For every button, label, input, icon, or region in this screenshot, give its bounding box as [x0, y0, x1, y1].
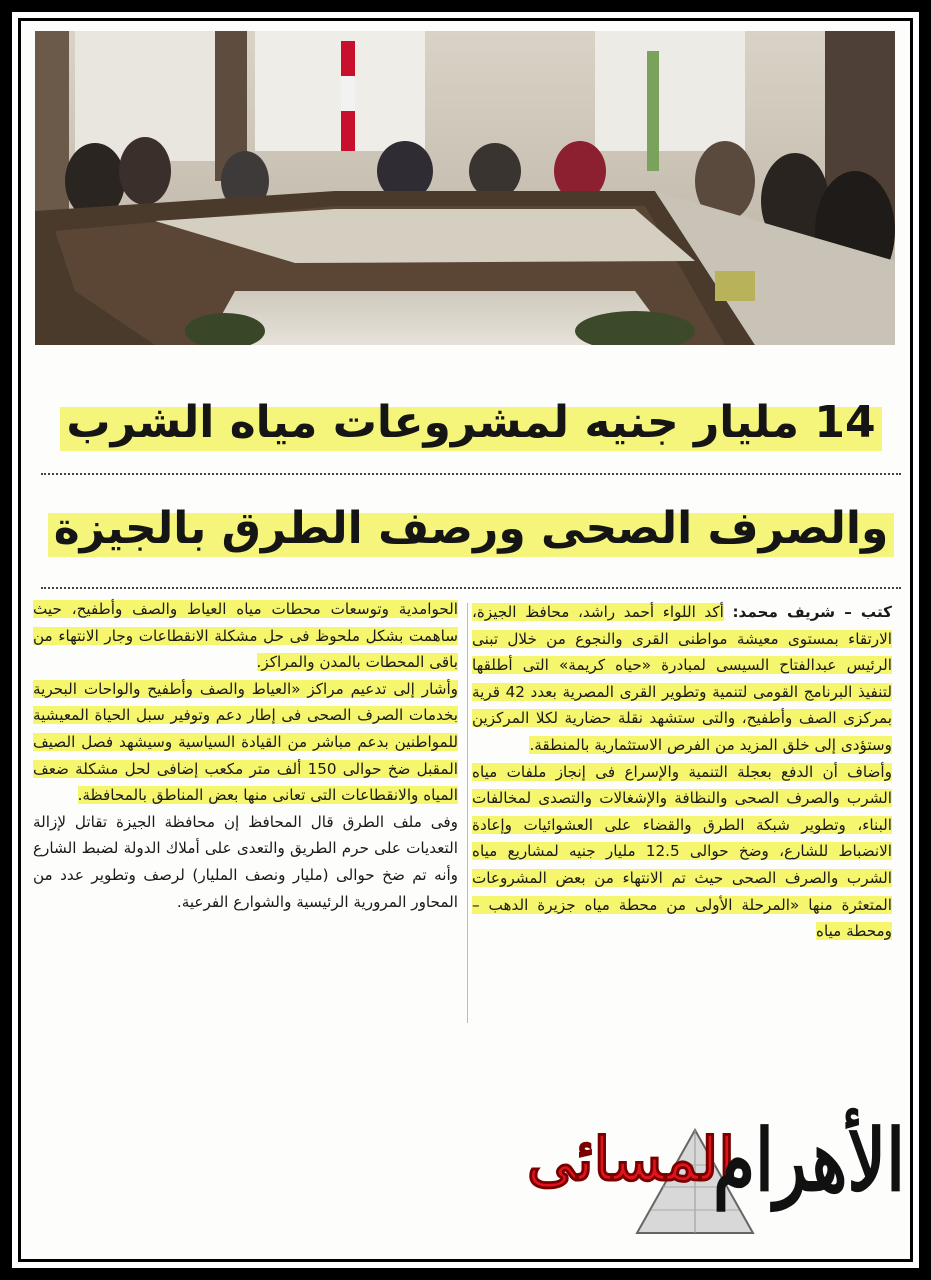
paragraph-5-text: وفى ملف الطرق قال المحافظ إن محافظة الجيزة تقاتل لإزالة التعديات على حرم الطريق والتعدى على أملاك الدولة لضبط الشارع وأنه تم ضخ حوالى (مليار ونصف المليار) لرصف وتطوير عدد من المحاور المرورية الرئيسية والشوارع الفرعية.: [33, 812, 458, 911]
paragraph-4-text: وأشار إلى تدعيم مراكز «العياط والصف وأطفيح والواحات البحرية بخدمات الصرف الصحى فى إطار دعم وتوفير سبل الحياة المعيشية للمواطنين بدعم مباشر من القيادة السياسية وسيشهد فصل الصيف المقبل ضخ حوالى 150 ألف متر مكعب إضافى لحل مشكلة ضعف المياه والانقطاعات التى تعانى منها بعض المناطق بالمحافظة.: [33, 679, 458, 805]
headline-line-2-text: والصرف الصحى ورصف الطرق بالجيزة: [48, 489, 895, 569]
article-paragraph-1: [472, 599, 892, 759]
article-paragraph-2: [472, 759, 892, 945]
logo-ahram-text: الأهرام: [712, 1111, 905, 1212]
headline-line-2: [41, 489, 901, 569]
article-paragraph-3: [33, 596, 458, 676]
article-paragraph-5: [33, 809, 458, 915]
dotted-divider-2: [41, 587, 901, 589]
logo-masaa-text: المسائى: [526, 1125, 735, 1195]
column-divider: [467, 603, 468, 1023]
meeting-photo: [35, 31, 895, 345]
article-paragraph-4: [33, 676, 458, 809]
article-column-right: [472, 599, 892, 945]
page-frame: [12, 12, 919, 1268]
al-ahram-al-masaai-logo: [521, 1055, 905, 1251]
byline: كتب – شريف محمد:: [732, 603, 892, 621]
headline-line-1: [41, 383, 901, 463]
clipping-sheet: [18, 18, 913, 1262]
headline-line-1-text: 14 مليار جنيه لمشروعات مياه الشرب: [60, 383, 881, 463]
paragraph-3-text: الحوامدية وتوسعات محطات مياه العياط والصف وأطفيح، حيث ساهمت بشكل ملحوظ فى حل مشكلة الانقطاعات وجار الانتهاء من باقى المحطات بالمدن والمراكز.: [33, 600, 458, 672]
paragraph-2-text: وأضاف أن الدفع بعجلة التنمية والإسراع فى إنجاز ملفات مياه الشرب والصرف الصحى والنظافة والإشغالات والتصدى لمخالفات البناء، وتطوير شبكة الطرق والقضاء على العشوائيات وإعادة الانضباط للشارع، وضخ حوالى 12.5 مليار جنيه لمشاريع مياه الشرب والصرف الصحى حيث تم الانتهاء من بعض المشروعات المتعثرة منها «المرحلة الأولى من محطة مياه جزيرة الدهب – ومحطة مياه: [472, 762, 893, 941]
paragraph-1-text: أكد اللواء أحمد راشد، محافظ الجيزة، الارتقاء بمستوى معيشة مواطنى القرى والنجوع من خلال تبنى الرئيس عبدالفتاح السيسى لمبادرة «حياه كريمة» التى أطلقها لتنفيذ البرنامج القومى لتنمية وتطوير القرى المصرية بعدد 42 قرية بمركزى الصف وأطفيح، والتى ستشهد نقلة حضارية لكلا المركزين وستؤدى إلى خلق المزيد من الفرص الاستثمارية بالمنطقة.: [472, 603, 892, 754]
dotted-divider-1: [41, 473, 901, 475]
article-column-left: [33, 596, 458, 915]
